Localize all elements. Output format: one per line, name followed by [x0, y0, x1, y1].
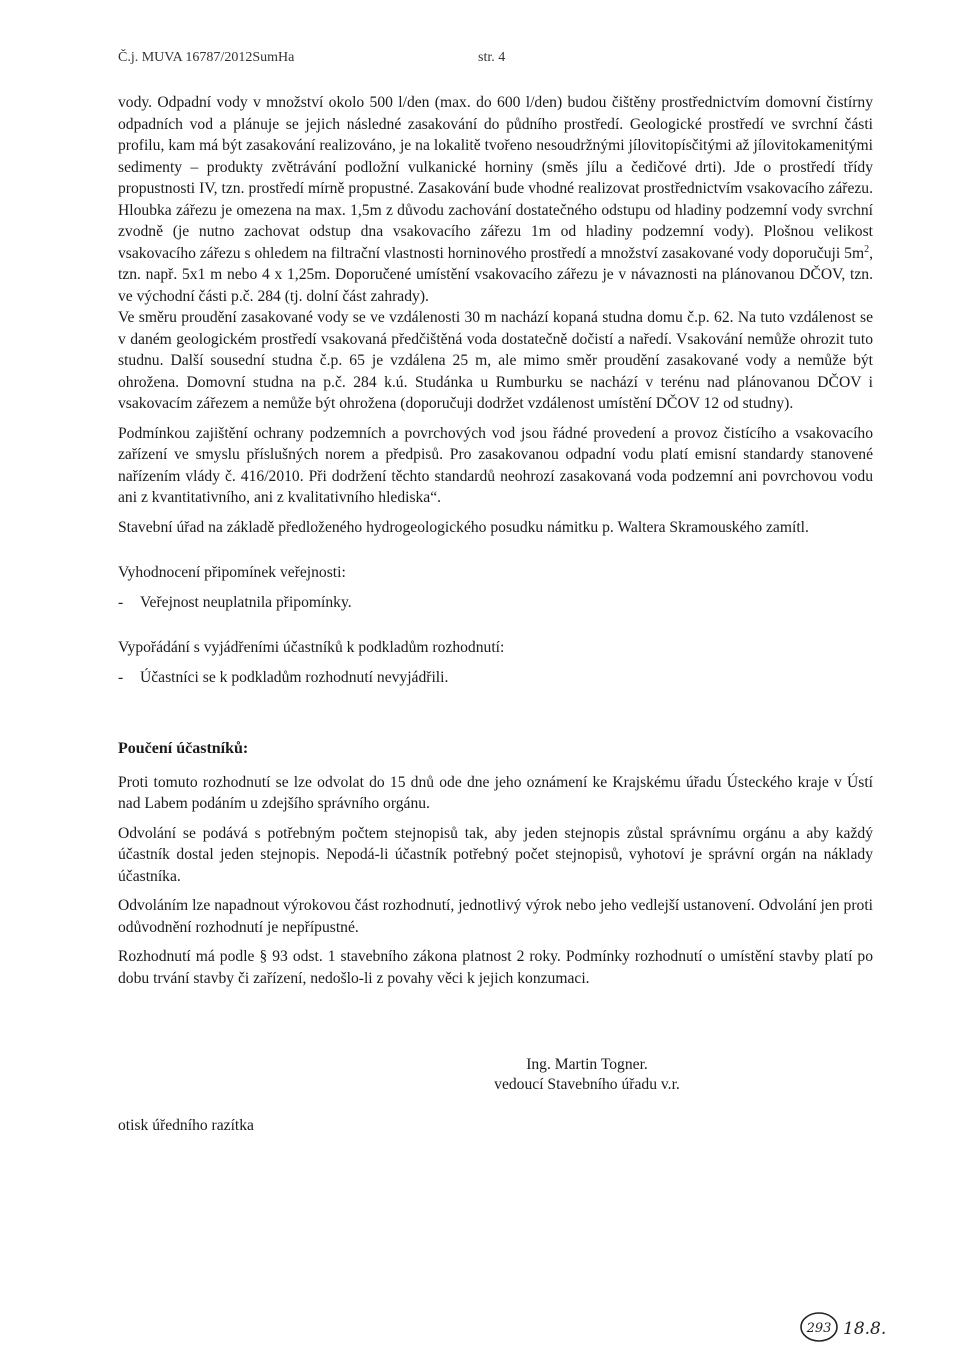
seal-icon [795, 1308, 905, 1346]
paragraph-objection: Stavební úřad na základě předloženého hydrogeologického posudku námitku p. Waltera Skramouského zamítl. [118, 518, 809, 536]
public-comments-item [118, 592, 873, 614]
area-superscript: 2 [864, 243, 870, 255]
page-number: str. 4 [478, 50, 506, 65]
reference-number: Č.j. MUVA 16787/2012SumHa [118, 50, 295, 65]
participants-heading: Vypořádání s vyjádřeními účastníků k podkladům rozhodnutí: [118, 639, 505, 656]
signature-block [437, 1055, 737, 1095]
stamp-note: otisk úředního razítka [118, 1117, 254, 1134]
area-value: 5m [844, 244, 865, 262]
document-body [118, 92, 873, 989]
paragraph-wells: Ve směru proudění zasakované vody se ve vzdálenosti 30 m nachází kopaná studna domu č.p. 62. Na tuto vzdálenost se v daném geologickém prostředí vsakovaná předčištěná voda dostatečně dočistí a naředí. Vsakování nemůže ohrozit tuto studnu. Další sousední studna č.p. 65 je vzdálena 25 m, ale mimo směr proudění zasakované vody a nemůže být ohrožena. Domovní studna na p.č. 284 k.ú. Studánka u Rumburku se nachází v terénu nad plánovanou DČOV i vsakovacím zářezem a nemůže být ohrožena (doporučuji dodržet vzdálenost umístění DČOV 12 od studny). [118, 309, 873, 412]
dash-marker: - [118, 668, 124, 686]
instruction-paragraph-appeal: Proti tomuto rozhodnutí se lze odvolat do 15 dnů ode dne jeho oznámení ke Krajskému úřadu Ústeckého kraje v Ústí nad Labem podáním u zdejšího správního orgánu. [118, 773, 873, 812]
signatory-name: Ing. Martin Togner. [526, 1056, 648, 1073]
public-comments-text: Veřejnost neuplatnila připomínky. [140, 593, 352, 611]
participants-item [118, 667, 873, 689]
paragraph-protection: Podmínkou zajištění ochrany podzemních a povrchových vod jsou řádné provedení a provoz čistícího a vsakovacího zařízení ve smyslu příslušných norem a předpisů. Pro zasakovanou odpadní vodu platí emisní standardy stanovené nařízením vlády č. 416/2010. Při dodržení těchto standardů neohrozí zasakovaná voda podzemní ani povrchovou vodu ani z kvantitativního, ani z kvalitativního hlediska“. [118, 424, 873, 506]
instruction-heading: Poučení účastníků: [118, 740, 249, 757]
seal-number: 293 [806, 1321, 832, 1336]
paragraph-wastewater-tail: , tzn. např. 5x1 m nebo 4 x 1,25m. Doporučené umístění vsakovacího zářezu je v návaznosti na plánovanou DČOV, tzn. ve východní části p.č. 284 (tj. dolní část zahrady). [118, 244, 874, 305]
handwritten-seal [795, 1308, 905, 1351]
public-comments-heading: Vyhodnocení připomínek veřejnosti: [118, 564, 346, 581]
dash-marker: - [118, 593, 124, 611]
participants-text: Účastníci se k podkladům rozhodnutí nevyjádřili. [140, 668, 449, 686]
paragraph-wastewater [118, 92, 873, 307]
instruction-paragraph-validity: Rozhodnutí má podle § 93 odst. 1 stavebního zákona platnost 2 roky. Podmínky rozhodnutí o umístění stavby platí po dobu trvání stavby či zařízení, nedošlo-li z povahy věci k jejich konzumaci. [118, 948, 873, 987]
handwritten-initials: 18.8. [843, 1319, 887, 1339]
paragraph-wastewater-text: vody. Odpadní vody v množství okolo 500 l/den (max. do 600 l/den) budou čištěny prostřednictvím domovní čistírny odpadních vod a plánuje se jejich následné zasakování do půdního prostředí. Geologické prostředí ve svrchní části profilu, kam má být zasakování realizováno, je na lokalitě tvořeno nesoudržnými jílovitopísčitými až jílovitokamenitými sedimenty – produkty zvětrávání podložní vulkanické horniny (směs jílu a čedičové drti). Jde o prostředí třídy propustnosti IV, tzn. prostředí mírně propustné. Zasakování bude vhodné realizovat prostřednictvím vsakovacího zářezu. Hloubka zářezu je omezena na max. 1,5m z důvodu zachování dostatečného odstupu od hladiny podzemní vody svrchní zvodně (je nutno zachovat odstup dna vsakovacího zářezu 1m od hladiny podzemní vody). Plošnou velikost vsakovacího zářezu s ohledem na filtrační vlastnosti horninového prostředí a množství zasakované vody doporučuji [118, 94, 873, 262]
instruction-paragraph-scope: Odvoláním lze napadnout výrokovou část rozhodnutí, jednotlivý výrok nebo jeho vedlejší ustanovení. Odvolání jen proti odůvodnění rozhodnutí je nepřípustné. [118, 897, 873, 936]
instruction-paragraph-copies: Odvolání se podává s potřebným počtem stejnopisů tak, aby jeden stejnopis zůstal správnímu orgánu a aby každý účastník dostal jeden stejnopis. Nepodá-li účastník potřebný počet stejnopisů, vyhotoví je správní orgán na náklady účastníka. [118, 824, 873, 885]
signatory-title: vedoucí Stavebního úřadu v.r. [494, 1076, 680, 1093]
